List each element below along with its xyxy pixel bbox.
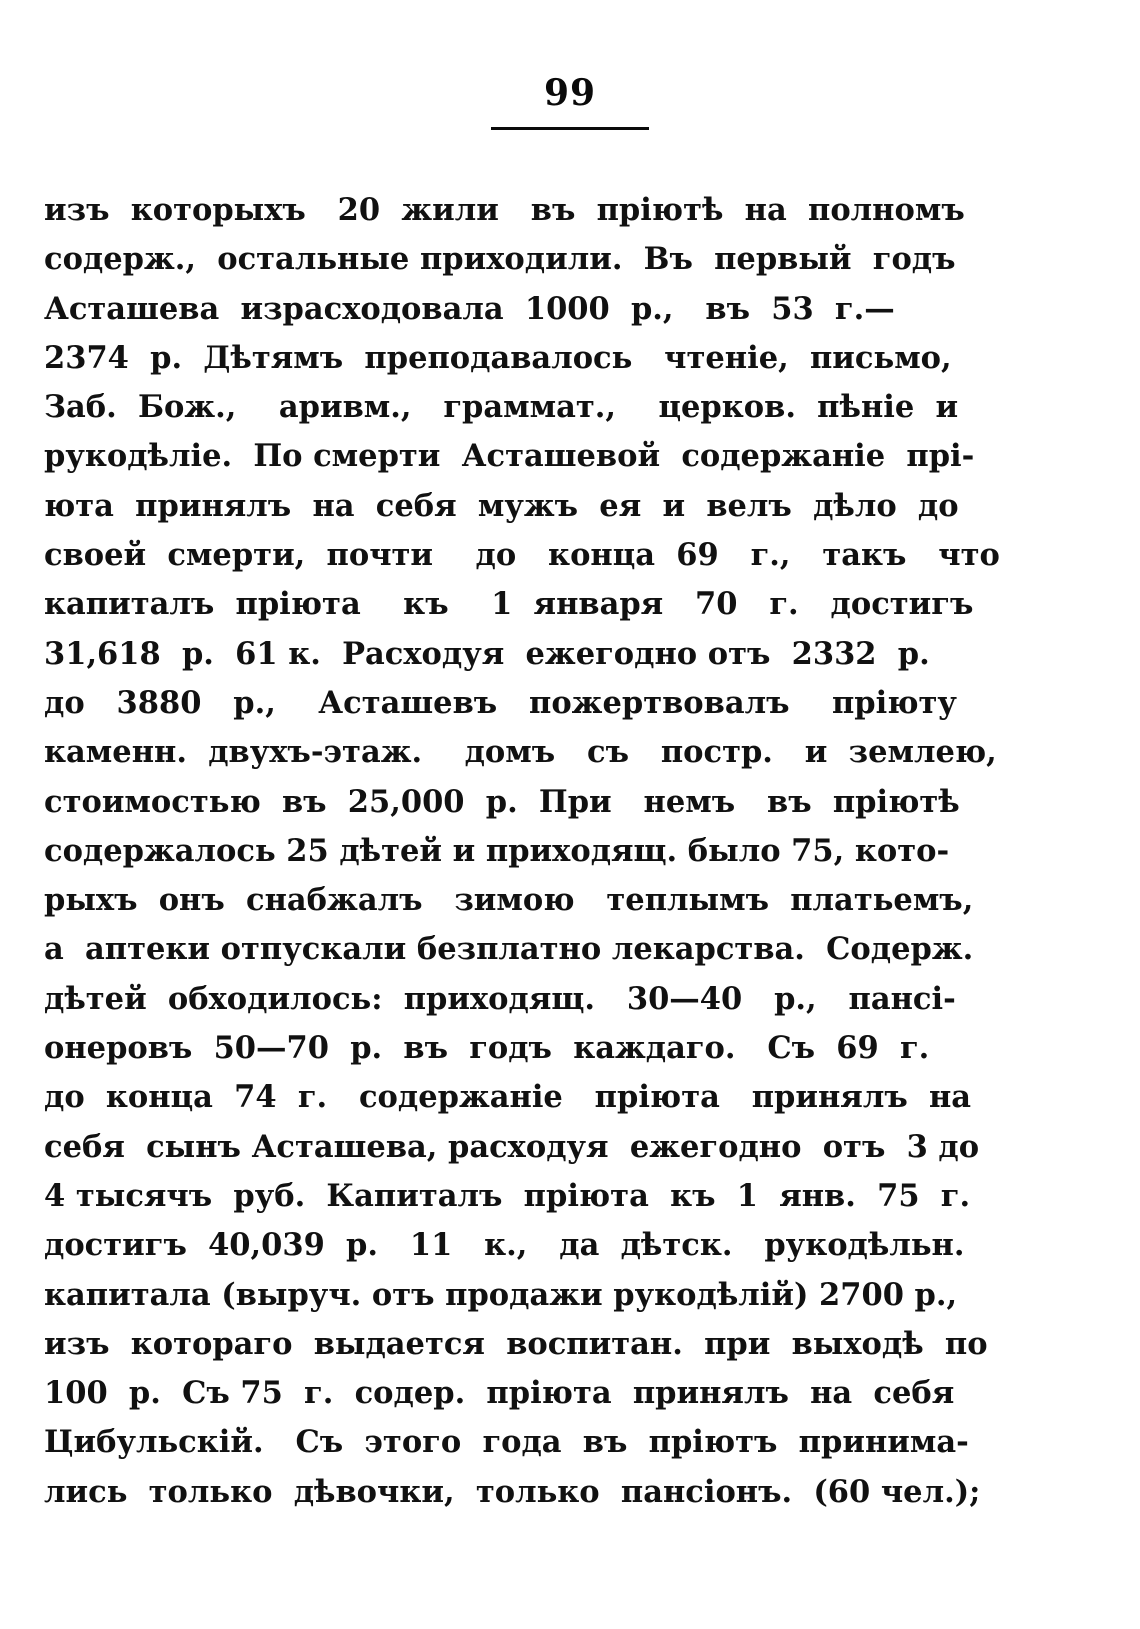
text-line: капиталъ пріюта къ 1 января 70 г. достигъ	[44, 586, 974, 623]
text-line: рукодѣліе. По смерти Асташевой содержаніе прі-	[44, 438, 975, 475]
body-text	[44, 186, 1000, 1517]
text-line: стоимостью въ 25,000 р. При немъ въ пріютѣ	[44, 783, 960, 820]
header-divider	[491, 127, 649, 130]
text-line: себя сынъ Асташева, расходуя ежегодно отъ 3 до	[44, 1128, 980, 1165]
text-line: Цибульскій. Съ этого года въ пріютъ принима-	[44, 1424, 969, 1461]
text-line: содерж., остальные приходили. Въ первый годъ	[44, 241, 956, 278]
text-line: изъ котораго выдается воспитан. при выходѣ по	[44, 1325, 988, 1362]
text-line: лись только дѣвочки, только пансіонъ. (60 чел.);	[44, 1473, 981, 1510]
text-line: 100 р. Съ 75 г. содер. пріюта принялъ на себя	[44, 1375, 955, 1412]
text-line: содержалось 25 дѣтей и приходящ. было 75, кото-	[44, 832, 950, 869]
text-line: достигъ 40,039 р. 11 к., да дѣтск. рукодѣльн.	[44, 1227, 965, 1264]
text-line: а аптеки отпускали безплатно лекарства. Содерж.	[44, 931, 974, 968]
page-number: 99	[543, 72, 597, 114]
text-line: юта принялъ на себя мужъ ея и велъ дѣло до	[44, 487, 959, 524]
text-line: 31,618 р. 61 к. Расходуя ежегодно отъ 2332 р.	[44, 635, 930, 672]
text-line: до конца 74 г. содержаніе пріюта принялъ на	[44, 1079, 972, 1116]
text-line: онеровъ 50—70 р. въ годъ каждаго. Съ 69 г.	[44, 1030, 930, 1067]
text-line: своей смерти, почти до конца 69 г., такъ что	[44, 537, 1000, 574]
text-line: капитала (выруч. отъ продажи рукодѣлій) 2700 р.,	[44, 1276, 958, 1313]
text-line: Асташева израсходовала 1000 р., въ 53 г.—	[44, 290, 895, 327]
text-line: Заб. Бож., аривм., граммат., церков. пѣніе и	[44, 389, 959, 426]
text-line: до 3880 р., Асташевъ пожертвовалъ пріюту	[44, 684, 957, 721]
text-line: изъ которыхъ 20 жили въ пріютѣ на полномъ	[44, 192, 965, 228]
text-line: каменн. двухъ-этаж. домъ съ постр. и землею,	[44, 734, 997, 771]
text-line: рыхъ онъ снабжалъ зимою теплымъ платьемъ,	[44, 882, 974, 919]
text-line: 2374 р. Дѣтямъ преподавалось чтеніе, письмо,	[44, 339, 952, 376]
text-line: дѣтей обходилось: приходящ. 30—40 р., пансі-	[44, 980, 956, 1017]
text-line: 4 тысячъ руб. Капиталъ пріюта къ 1 янв. 75 г.	[44, 1177, 971, 1214]
